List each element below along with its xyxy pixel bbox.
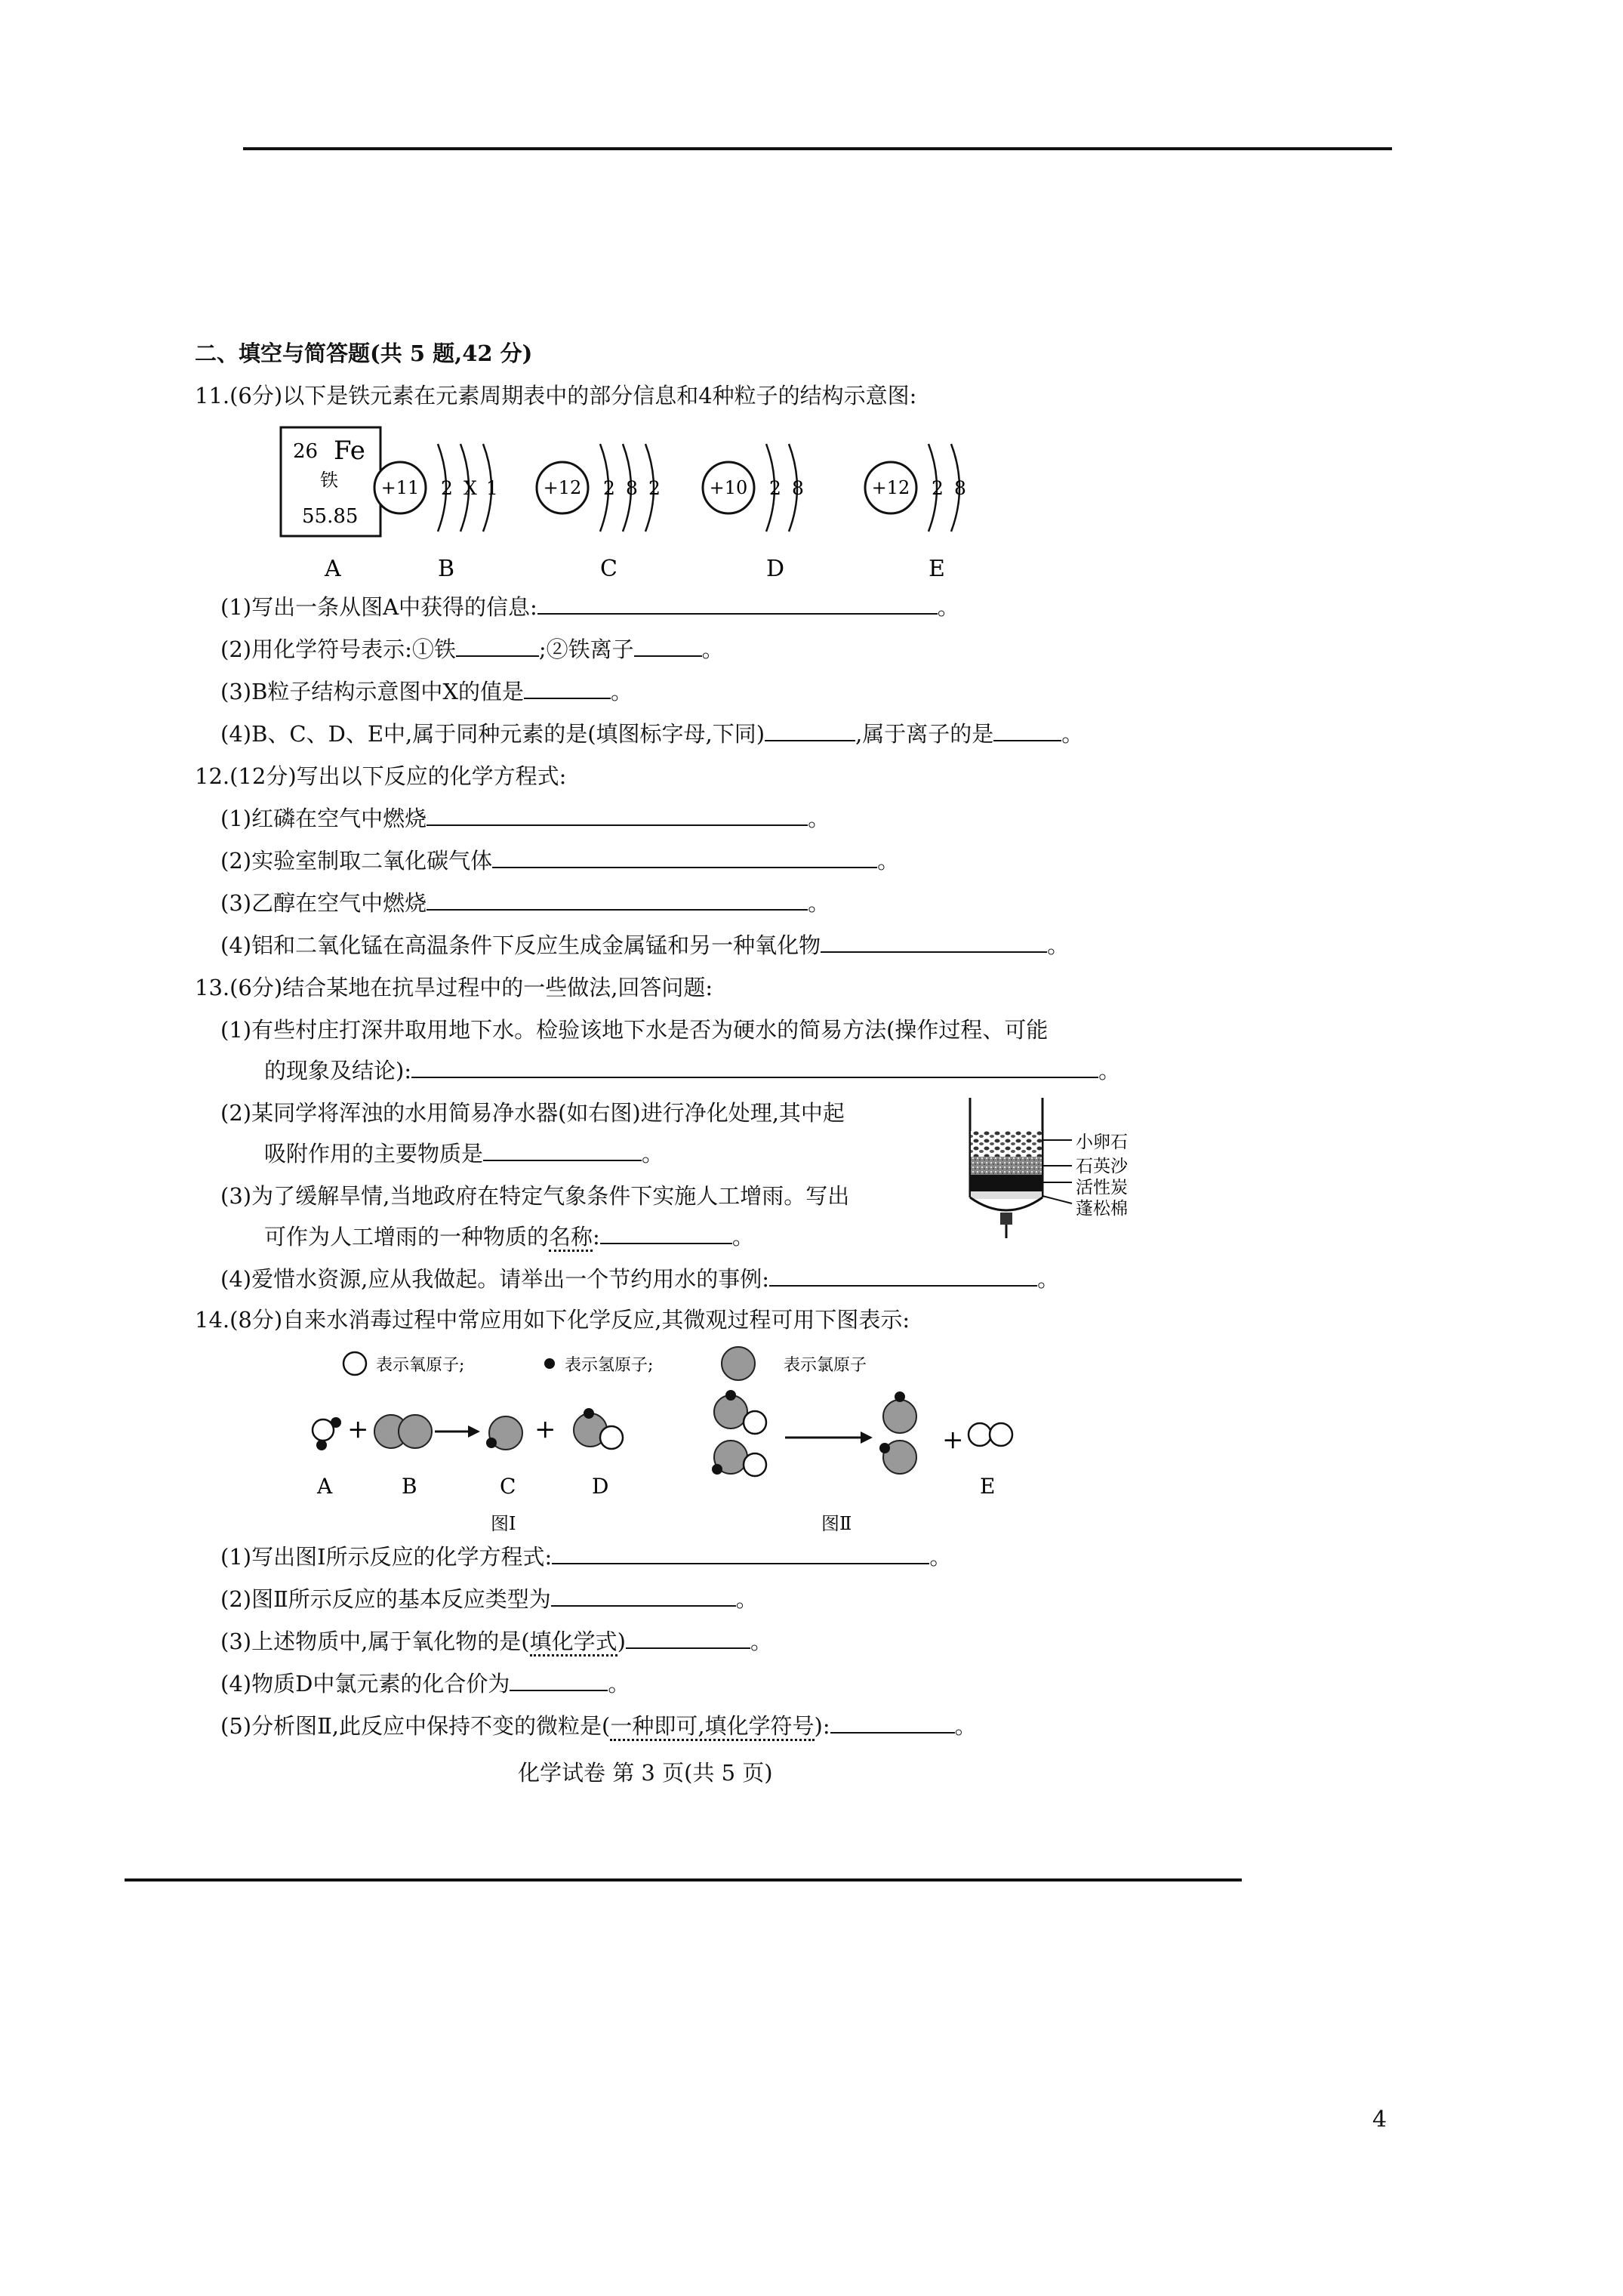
q14-sub2: (2)图Ⅱ所示反应的基本反应类型为 。 [220,1586,758,1612]
oxygen-molecule-icon [969,1423,1012,1446]
answer-blank[interactable] [552,1543,929,1564]
q12-sub2: (2)实验室制取二氧化碳气体 。 [220,848,900,874]
answer-blank[interactable] [427,889,808,911]
q11-figure [272,421,1057,587]
q14-sub4: (4)物质D中氯元素的化合价为 。 [220,1671,630,1697]
top-rule [243,147,1392,150]
atom-label: B [438,556,455,582]
label-a: A [325,556,341,582]
element-symbol: Fe [334,436,365,466]
answer-blank[interactable] [492,847,877,868]
answer-blank[interactable] [537,593,938,615]
q12-sub3: (3)乙醇在空气中燃烧 。 [220,890,830,916]
q13-sub1a: (1)有些村庄打深井取用地下水。检验该地下水是否为硬水的简易方法(操作过程、可能 [220,1017,1049,1043]
answer-blank[interactable] [456,636,539,657]
q11-sub3: (3)B粒子结构示意图中X的值是 。 [220,679,633,704]
answer-blank[interactable] [830,1712,955,1734]
shell-electron-count: 2 [932,477,944,499]
legend-chlorine: 表示氯原子 [784,1356,867,1375]
shell-electron-count: 8 [954,477,966,499]
answer-blank[interactable] [626,1628,750,1649]
legend-oxygen: 表示氧原子; [376,1356,465,1375]
shell-electron-count: 2 [603,477,615,499]
shell-electron-count: 2 [648,477,661,499]
nucleus-charge: +12 [871,477,910,498]
q11-sub2: (2)用化学符号表示:①铁 ;②铁离子 。 [220,636,724,662]
molecule-d-icon [574,1408,623,1449]
fig2-label-e: E [980,1474,996,1499]
nucleus-charge: +11 [380,477,420,498]
fig1-label: A [317,1474,333,1499]
q13-stem: 13.(6分)结合某地在抗旱过程中的一些做法,回答问题: [195,975,713,1000]
nucleus-charge: +12 [543,477,582,498]
answer-blank[interactable] [510,1670,608,1691]
shell-electron-count: 2 [769,477,781,499]
filter-label: 蓬松棉 [1076,1199,1128,1219]
shell-electron-count: 8 [792,477,804,499]
element-name: 铁 [320,470,338,491]
atom-diagram-e [865,444,966,582]
page-footer: 化学试卷 第 3 页(共 5 页) [518,1760,773,1786]
atom-label: D [766,556,785,582]
q13-sub2b: 吸附作用的主要物质是 。 [264,1141,664,1166]
legend-hydrogen: 表示氢原子; [565,1356,654,1375]
q13-sub3a: (3)为了缓解旱情,当地政府在特定气象条件下实施人工增雨。写出 [220,1183,850,1209]
fig1-label: C [500,1474,516,1499]
q12-sub4: (4)铝和二氧化锰在高温条件下反应生成金属锰和另一种氧化物 。 [220,932,1070,958]
shell-electron-count: X [463,477,477,499]
hclo-molecule-icon [712,1441,766,1476]
answer-blank[interactable] [411,1057,1098,1078]
fig1-caption: 图Ⅰ [491,1513,516,1534]
molecule-a-icon [313,1417,341,1450]
shell-electron-count: 2 [441,477,453,499]
molecule-b-icon [374,1415,432,1448]
atom-label: C [600,556,617,582]
atom-diagram-c [537,444,661,582]
cotton-layer [971,1191,1042,1199]
answer-blank[interactable] [524,678,611,699]
q13-sub3b: 可作为人工增雨的一种物质的名称: 。 [264,1223,754,1250]
shell-electron-count: 8 [626,477,638,499]
q14-stem: 14.(8分)自来水消毒过程中常应用如下化学反应,其微观过程可用下图表示: [195,1307,910,1333]
q12-stem: 12.(12分)写出以下反应的化学方程式: [195,763,567,789]
atom-diagram-b [374,444,498,582]
hclo-molecule-icon [714,1390,766,1434]
page-number: 4 [1372,2106,1387,2133]
filter-label: 石英沙 [1076,1157,1128,1176]
q14-sub5: (5)分析图Ⅱ,此反应中保持不变的微粒是(一种即可,填化学符号): 。 [220,1712,977,1740]
atom-label: E [929,556,945,582]
atom-diagram-d [703,444,804,582]
fig2-caption: 图Ⅱ [821,1513,852,1534]
q14-sub1: (1)写出图Ⅰ所示反应的化学方程式: 。 [220,1544,952,1570]
q11-sub4: (4)B、C、D、E中,属于同种元素的是(填图标字母,下同) ,属于离子的是 。 [220,721,1084,747]
pebble-layer [971,1131,1042,1157]
q13-sub2a: (2)某同学将浑浊的水用简易净水器(如右图)进行净化处理,其中起 [220,1100,845,1126]
section-title: 二、填空与简答题(共 5 题,42 分) [195,341,533,366]
q12-sub1: (1)红磷在空气中燃烧 。 [220,806,830,831]
q13-sub4: (4)爱惜水资源,应从我做起。请举出一个节约用水的事例: 。 [220,1266,1060,1292]
fig1-label: B [402,1474,417,1499]
sand-layer [971,1157,1042,1175]
nucleus-charge: +10 [709,477,748,498]
answer-blank[interactable] [765,720,855,741]
filter-label: 小卵石 [1076,1133,1128,1152]
answer-blank[interactable] [769,1265,1037,1287]
shell-electron-count: 1 [486,477,498,499]
element-card-a [281,427,380,582]
q11-sub1: (1)写出一条从图A中获得的信息: 。 [220,594,959,620]
bottom-rule [125,1878,1242,1881]
answer-blank[interactable] [483,1140,642,1161]
svg-text:+: + [534,1414,556,1444]
answer-blank[interactable] [600,1223,732,1244]
svg-text:+: + [942,1425,964,1455]
svg-text:+: + [347,1414,369,1444]
element-mass: 55.85 [302,505,359,528]
answer-blank[interactable] [821,932,1047,953]
q13-sub1b: 的现象及结论): 。 [264,1058,1121,1083]
answer-blank[interactable] [427,805,808,826]
q14-sub3: (3)上述物质中,属于氧化物的是(填化学式) 。 [220,1628,772,1655]
fig1-label: D [592,1474,609,1499]
answer-blank[interactable] [993,720,1061,741]
chlorine-legend-icon [722,1347,755,1380]
element-number: 26 [293,440,319,463]
molecule-c-icon [486,1416,522,1450]
carbon-layer [971,1175,1042,1191]
oxygen-legend-icon [343,1352,366,1375]
filter-label: 活性炭 [1076,1178,1128,1197]
answer-blank[interactable] [634,636,702,657]
answer-blank[interactable] [551,1586,736,1607]
hcl-molecule-icon [883,1391,916,1433]
q11-stem: 11.(6分)以下是铁元素在元素周期表中的部分信息和4种粒子的结构示意图: [195,383,917,408]
hcl-molecule-icon [879,1441,916,1474]
water-filter-figure [962,1093,1212,1244]
hydrogen-legend-icon [544,1358,555,1369]
q14-figure [287,1336,1117,1548]
